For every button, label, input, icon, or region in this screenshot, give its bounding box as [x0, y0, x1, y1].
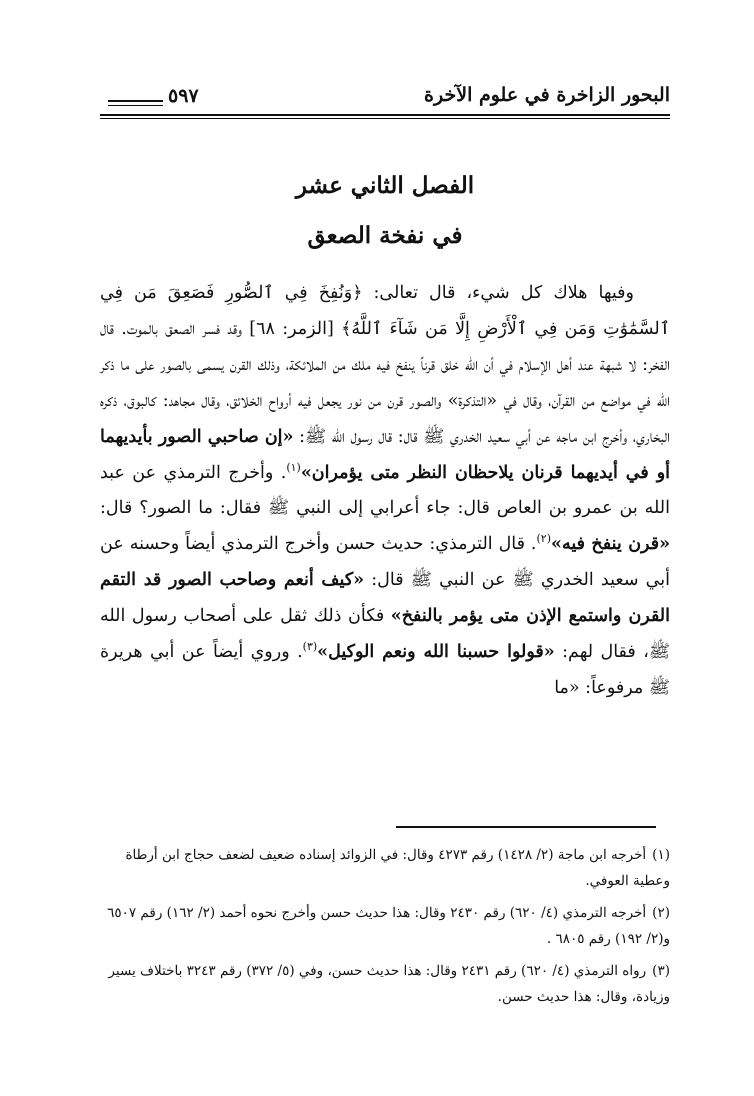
- hadith-quote-4: «قولوا حسبنا الله ونعم الوكيل»: [317, 642, 555, 663]
- body-segment-3: . قال الترمذي: حديث حسن وأخرج الترمذي أيضاً وحسنه عن أبي سعيد الخدري ﷺ عن النبي ﷺ قال:: [100, 534, 670, 591]
- hadith-quote-3: «كيف أنعم وصاحب الصور قد التقم القرن واستمع الإذن متى يؤمر بالنفخ»: [100, 570, 671, 627]
- body-segment-4: فكأن ذلك ثقل على أصحاب رسول الله ﷺ، فقال لهم:: [100, 606, 670, 663]
- chapter-subtitle: في نفخة الصعق: [307, 222, 463, 249]
- footnote-text: أخرجه الترمذي (٤/ ٦٢٠) رقم ٢٤٣٠ وقال: هذا حديث حسن وأخرج نحوه أحمد (٢/ ١٦٢) رقم ٦٥٠٧ و(٢/ ١٩٢) رقم ٦٨٠٥ .: [107, 905, 670, 947]
- footnote-item: [100, 900, 670, 952]
- hadith-quote-2: «قرن ينفخ فيه»: [551, 534, 671, 555]
- footnote-number: (١): [652, 847, 670, 863]
- hadith-quote-1: «إن صاحبي الصور بأيديهما أو في أيديهما قرنان يلاحظان النظر متى يؤمران»: [100, 426, 671, 483]
- footnote-ref-1: (١): [286, 460, 301, 474]
- header-rule: [100, 114, 670, 119]
- footnote-text: رواه الترمذي (٤/ ٦٢٠) رقم ٢٤٣١ وقال: هذا حديث حسن، وفي (٥/ ٣٧٢) رقم ٣٢٤٣ باختلاف يسير وزيادة، وقال: هذا حديث حسن.: [108, 963, 670, 1005]
- body-segment-5: . وروي أيضاً عن أبي هريرة ﷺ مرفوعاً: «ما: [100, 642, 670, 698]
- page-number-rule: [108, 100, 163, 106]
- footnote-ref-3: (٣): [302, 640, 318, 654]
- running-title: البحور الزاخرة في علوم الآخرة: [424, 84, 670, 106]
- chapter-title: الفصل الثاني عشر: [295, 172, 475, 199]
- footnote-rule: [396, 826, 656, 828]
- footnote-ref-2: (٢): [536, 532, 551, 546]
- footnote-number: (٣): [652, 963, 670, 979]
- footnote-number: (٢): [652, 905, 670, 921]
- page-header: [100, 84, 670, 110]
- footnotes: [100, 842, 670, 1016]
- footnote-item: [100, 958, 670, 1010]
- body-paragraph: [100, 276, 670, 707]
- footnote-item: [100, 842, 670, 894]
- body-segment-1: وفيها هلاك كل شيء، قال تعالى: ﴿وَنُفِخَ فِي ٱلصُّورِ فَصَعِقَ مَن فِي ٱلسَّمَٰوَٰتِ وَمَن فِي ٱلْأَرْضِ إِلَّا مَن شَآءَ ٱللَّهُ﴾ [الزمر: ٦٨] وقد فسر الصعق بالموت. قال الفخر: لا شبهة عند أهل الإسلام في أن الله خلق قرناً ينفخ فيه ملك من الملائكة، وذلك القرن يسمى بالصور على ما ذكر الله في مواضع من القرآن، وقال في «التذكرة» والصور قرن من نور يجعل فيه أرواح الخلائق، وقال مجاهد: كالبوق، ذكره البخاري، وأخرج ابن ماجه عن أبي سعيد الخدري ﷺ قال: قال رسول الله ﷺ:: [100, 283, 671, 447]
- body-segment-2: . وأخرج الترمذي عن عبد الله بن عمرو بن العاص قال: جاء أعرابي إلى النبي ﷺ فقال: ما الصور؟ قال:: [100, 462, 670, 519]
- page-number: ٥٩٧: [168, 85, 199, 107]
- footnote-text: أخرجه ابن ماجة (٢/ ١٤٢٨) رقم ٤٢٧٣ وقال: في الزوائد إسناده ضعيف لضعف حجاج ابن أرطاة وعطية العوفي.: [125, 847, 670, 889]
- body-text: [100, 276, 670, 707]
